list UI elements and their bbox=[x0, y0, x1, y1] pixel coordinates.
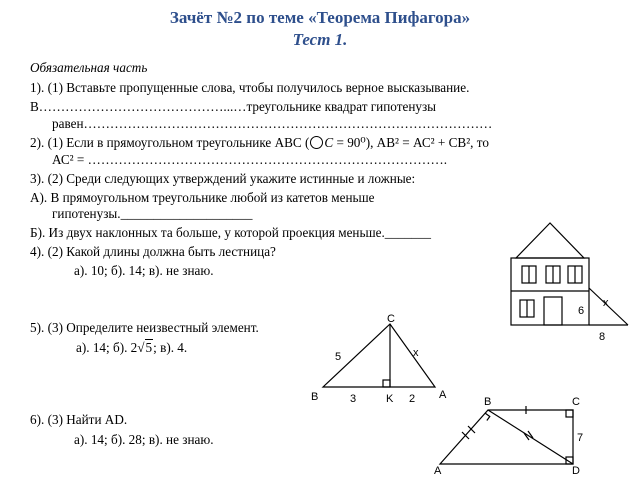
question-6-answers: а). 14; б). 28; в). не знаю. bbox=[74, 432, 214, 447]
question-1-line-1: В……………………………………...…треугольнике квадрат гипотенузы bbox=[30, 99, 437, 114]
height-label: 6 bbox=[578, 305, 585, 317]
vertex-b: B bbox=[484, 396, 492, 408]
question-5-answers: а). 14; б). 2√5; в). 4. bbox=[76, 340, 188, 355]
side-ca-label: x bbox=[413, 347, 419, 359]
base-label: 8 bbox=[599, 331, 606, 343]
vertex-d: D bbox=[572, 465, 580, 477]
question-2 bbox=[30, 135, 489, 151]
trapezoid-abcd bbox=[440, 410, 573, 464]
sqrt-icon: √5 bbox=[137, 340, 153, 355]
vertex-k: K bbox=[386, 393, 394, 405]
right-angle-mark bbox=[383, 380, 390, 387]
question-4: 4). (2) Какой длины должна быть лестница? bbox=[30, 244, 276, 259]
vertex-a: A bbox=[434, 465, 442, 477]
vertex-a: A bbox=[439, 389, 447, 401]
page-title: Зачёт №2 по теме «Теорема Пифагора» bbox=[169, 8, 471, 27]
question-4-answers: а). 10; б). 14; в). не знаю. bbox=[74, 263, 214, 278]
question-2-post: = 90⁰), АВ² = АС² + СВ², то bbox=[333, 135, 489, 150]
trapezoid-figure bbox=[428, 392, 598, 477]
section-heading: Обязательная часть bbox=[30, 60, 148, 75]
ladder-label: x bbox=[603, 297, 609, 309]
statement-a-line-1: А). В прямоугольном треугольнике любой из катетов меньше bbox=[30, 190, 375, 205]
house-roof bbox=[516, 223, 584, 258]
question-6: 6). (3) Найти AD. bbox=[30, 412, 128, 427]
statement-b: Б). Из двух наклонных та больше, у которой проекция меньше._______ bbox=[30, 225, 431, 240]
question-1: 1). (1) Вставьте пропущенные слова, чтобы получилось верное высказывание. bbox=[30, 80, 470, 95]
question-3: 3). (2) Среди следующих утверждений укажите истинные и ложные: bbox=[30, 171, 416, 186]
question-2-line-2: АС² = ………………………………………………………………………. bbox=[52, 152, 448, 167]
side-bc-label: 5 bbox=[335, 351, 342, 363]
test-subtitle: Тест 1. bbox=[292, 30, 348, 49]
side-cd-label: 7 bbox=[577, 432, 584, 444]
segment-bk-label: 3 bbox=[350, 393, 357, 405]
statement-a-line-2: гипотенузы.____________________ bbox=[52, 206, 253, 221]
angle-icon bbox=[310, 136, 323, 149]
right-angle-mark bbox=[566, 410, 573, 417]
question-1-line-2: равен………………………………………………………………………………… bbox=[52, 116, 493, 131]
question-2-pre: 2). (1) Если в прямоугольном треугольнике АВС ( bbox=[30, 135, 310, 150]
vertex-c: C bbox=[387, 313, 395, 325]
diagonal-bd bbox=[488, 410, 573, 464]
vertex-b: B bbox=[311, 391, 319, 403]
right-angle-mark bbox=[482, 413, 490, 421]
house-door bbox=[544, 297, 562, 325]
house-ladder-figure bbox=[500, 218, 640, 348]
segment-ka-label: 2 bbox=[409, 393, 416, 405]
question-2-angle-letter: C bbox=[324, 135, 334, 150]
vertex-c: C bbox=[572, 396, 580, 408]
question-5: 5). (3) Определите неизвестный элемент. bbox=[30, 320, 259, 335]
ladder-line bbox=[589, 288, 628, 325]
